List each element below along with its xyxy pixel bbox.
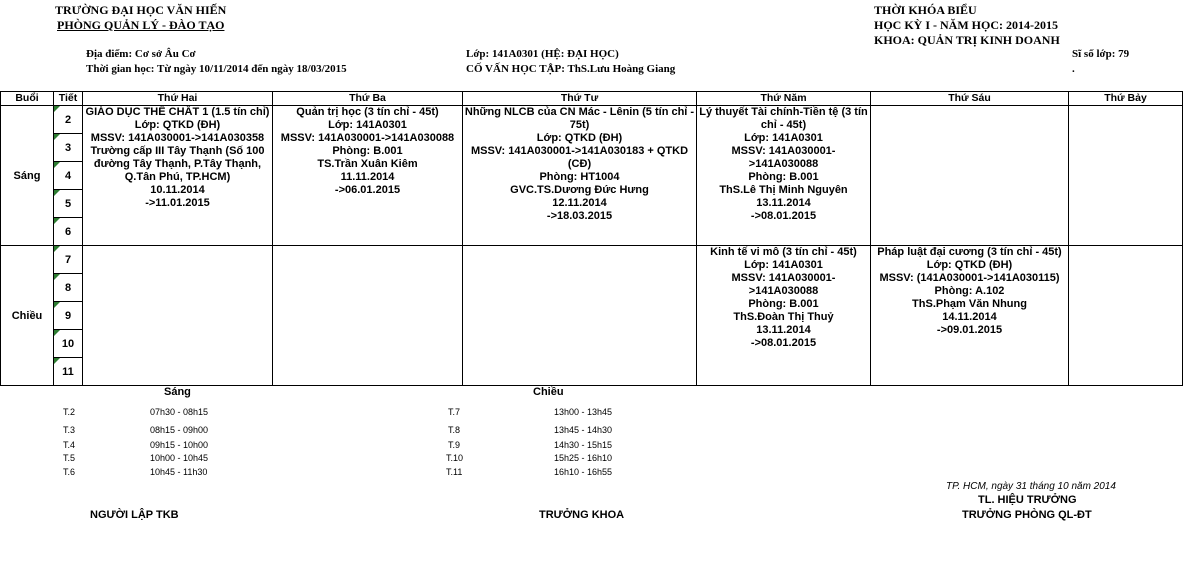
col-header-session: Buổi (1, 92, 54, 106)
legend-time: 13h00 - 13h45 (554, 407, 613, 417)
course-lecturer: ThS.Lê Thị Minh Nguyên (719, 184, 848, 196)
signature-date: TP. HCM, ngày 31 tháng 10 năm 2014 (946, 481, 1116, 492)
period-cell: 8 (54, 274, 83, 302)
class-cell-tue-afternoon (273, 246, 463, 386)
course-class: Lớp: QTKD (ĐH) (536, 132, 623, 144)
header-left (55, 3, 226, 33)
dean-signature: TRƯỞNG KHOA (539, 509, 625, 521)
legend-time: 16h10 - 16h55 (554, 467, 613, 477)
period-cell: 5 (54, 190, 83, 218)
col-header-wednesday: Thứ Tư (463, 92, 697, 106)
class-code: Lớp: 141A0301 (HỆ: ĐẠI HỌC) (466, 48, 619, 60)
course-end: ->11.01.2015 (145, 197, 210, 209)
legend-time: 13h45 - 14h30 (554, 425, 613, 435)
class-cell-wed-afternoon (463, 246, 697, 386)
legend-period: T.8 (448, 425, 461, 435)
col-header-tuesday: Thứ Ba (273, 92, 463, 106)
course-end: ->09.01.2015 (936, 324, 1003, 336)
course-name: GIÁO DỤC THỂ CHẤT 1 (1.5 tín chỉ) (85, 106, 270, 118)
course-students: MSSV: 141A030001->141A030088 (731, 272, 836, 297)
course-class: Lớp: 141A0301 (744, 132, 823, 144)
header-right (874, 3, 1060, 48)
course-class: Lớp: 141A0301 (744, 259, 823, 271)
period-cell: 11 (54, 358, 83, 386)
course-students: MSSV: (141A030001->141A030115) (879, 272, 1060, 284)
class-cell-fri-morning (871, 106, 1069, 246)
class-cell-thu-morning (697, 106, 871, 246)
class-cell-tue-morning (273, 106, 463, 246)
col-header-friday: Thứ Sáu (871, 92, 1069, 106)
legend-period: T.10 (446, 453, 464, 463)
location: Địa điểm: Cơ sở Âu Cơ (86, 48, 196, 60)
semester: HỌC KỲ I - NĂM HỌC: 2014-2015 (874, 18, 1058, 32)
course-lecturer: ThS.Phạm Văn Nhung (912, 298, 1027, 310)
rector-signature-line-1: TL. HIỆU TRƯỞNG (978, 494, 1077, 506)
course-start: 13.11.2014 (756, 324, 811, 336)
class-cell-wed-morning (463, 106, 697, 246)
faculty: KHOA: QUẢN TRỊ KINH DOANH (874, 33, 1060, 47)
rector-signature-line-2: TRƯỞNG PHÒNG QL-ĐT (962, 509, 1092, 521)
course-lecturer: ThS.Đoàn Thị Thuỷ (733, 311, 834, 323)
legend-time: 14h30 - 15h15 (554, 440, 613, 450)
course-class: Lớp: QTKD (ĐH) (134, 119, 221, 131)
legend-period: T.4 (63, 440, 76, 450)
legend-period: T.11 (446, 467, 463, 477)
legend-time: 09h15 - 10h00 (150, 440, 209, 450)
period-cell: 6 (54, 218, 83, 246)
course-name: Kinh tế vi mô (3 tín chỉ - 45t) (710, 246, 857, 258)
legend-period: T.9 (448, 440, 461, 450)
school-name: TRƯỜNG ĐẠI HỌC VĂN HIẾN (55, 3, 227, 17)
legend-period: T.3 (63, 425, 76, 435)
course-start: 11.11.2014 (340, 171, 395, 183)
creator-signature: NGƯỜI LẬP TKB (90, 509, 179, 521)
period-cell: 9 (54, 302, 83, 330)
legend-time: 10h45 - 11h30 (150, 467, 208, 477)
course-start: 14.11.2014 (942, 311, 997, 323)
period-cell: 4 (54, 162, 83, 190)
legend-morning-title: Sáng (164, 386, 191, 398)
class-cell-sat-afternoon (1069, 246, 1183, 386)
department-name: PHÒNG QUẢN LÝ - ĐÀO TẠO (57, 18, 225, 32)
course-class: Lớp: 141A0301 (328, 119, 407, 131)
advisor: CỐ VẤN HỌC TẬP: ThS.Lưu Hoàng Giang (466, 63, 676, 75)
legend-time: 08h15 - 09h00 (150, 425, 209, 435)
class-cell-sat-morning (1069, 106, 1183, 246)
col-header-period: Tiết (54, 92, 83, 106)
course-end: ->08.01.2015 (750, 337, 817, 349)
table-row (1, 246, 1183, 274)
legend-afternoon-title: Chiều (533, 386, 564, 398)
course-end: ->08.01.2015 (750, 210, 817, 222)
col-header-monday: Thứ Hai (83, 92, 273, 106)
course-location: Trường cấp III Tây Thạnh (Số 100 đường Tây Thạnh, P.Tây Thạnh, Q.Tân Phú, TP.HCM) (90, 145, 265, 183)
class-size-dot: . (1072, 63, 1075, 75)
course-start: 12.11.2014 (552, 197, 607, 209)
table-header-row (1, 92, 1183, 106)
timetable (0, 91, 1183, 386)
legend-time: 15h25 - 16h10 (554, 453, 613, 463)
course-students: MSSV: 141A030001->141A030358 (90, 132, 265, 144)
course-room: Phòng: B.001 (748, 171, 819, 183)
course-name: Lý thuyết Tài chính-Tiền tệ (3 tín chỉ - 45t) (699, 106, 868, 131)
legend-time: 07h30 - 08h15 (150, 407, 209, 417)
legend-period: T.5 (63, 453, 76, 463)
course-end: ->06.01.2015 (334, 184, 401, 196)
course-room: Phòng: A.102 (934, 285, 1005, 297)
course-students: MSSV: 141A030001->141A030088 (280, 132, 455, 144)
course-students: MSSV: 141A030001->141A030183 + QTKD (CĐ) (470, 145, 689, 170)
course-room: Phòng: HT1004 (539, 171, 620, 183)
legend-period: T.7 (448, 407, 461, 417)
period-cell: 2 (54, 106, 83, 134)
document-title: THỜI KHÓA BIỂU (874, 3, 977, 17)
legend-period: T.2 (63, 407, 76, 417)
period-cell: 10 (54, 330, 83, 358)
class-cell-mon-afternoon (83, 246, 273, 386)
course-students: MSSV: 141A030001->141A030088 (731, 145, 836, 170)
course-name: Quản trị học (3 tín chỉ - 45t) (296, 106, 439, 118)
period-cell: 3 (54, 134, 83, 162)
class-cell-thu-afternoon (697, 246, 871, 386)
session-afternoon: Chiều (1, 246, 54, 386)
study-time: Thời gian học: Từ ngày 10/11/2014 đến ngày 18/03/2015 (86, 63, 347, 75)
class-cell-fri-afternoon (871, 246, 1069, 386)
table-row (1, 106, 1183, 134)
course-lecturer: TS.Trần Xuân Kiêm (317, 158, 418, 170)
legend-period: T.6 (63, 467, 76, 477)
col-header-saturday: Thứ Bảy (1069, 92, 1183, 106)
course-name: Pháp luật đại cương (3 tín chỉ - 45t) (877, 246, 1062, 258)
course-room: Phòng: B.001 (748, 298, 819, 310)
session-morning: Sáng (1, 106, 54, 246)
course-start: 10.11.2014 (150, 184, 205, 196)
course-end: ->18.03.2015 (546, 210, 613, 222)
course-class: Lớp: QTKD (ĐH) (926, 259, 1013, 271)
course-lecturer: GVC.TS.Dương Đức Hưng (510, 184, 649, 196)
course-start: 13.11.2014 (756, 197, 811, 209)
class-size: Sĩ số lớp: 79 (1072, 48, 1130, 60)
period-cell: 7 (54, 246, 83, 274)
col-header-thursday: Thứ Năm (697, 92, 871, 106)
course-room: Phòng: B.001 (332, 145, 403, 157)
class-cell-mon-morning (83, 106, 273, 246)
course-name: Những NLCB của CN Mác - Lênin (5 tín chỉ - 75t) (464, 106, 695, 131)
legend-time: 10h00 - 10h45 (150, 453, 209, 463)
